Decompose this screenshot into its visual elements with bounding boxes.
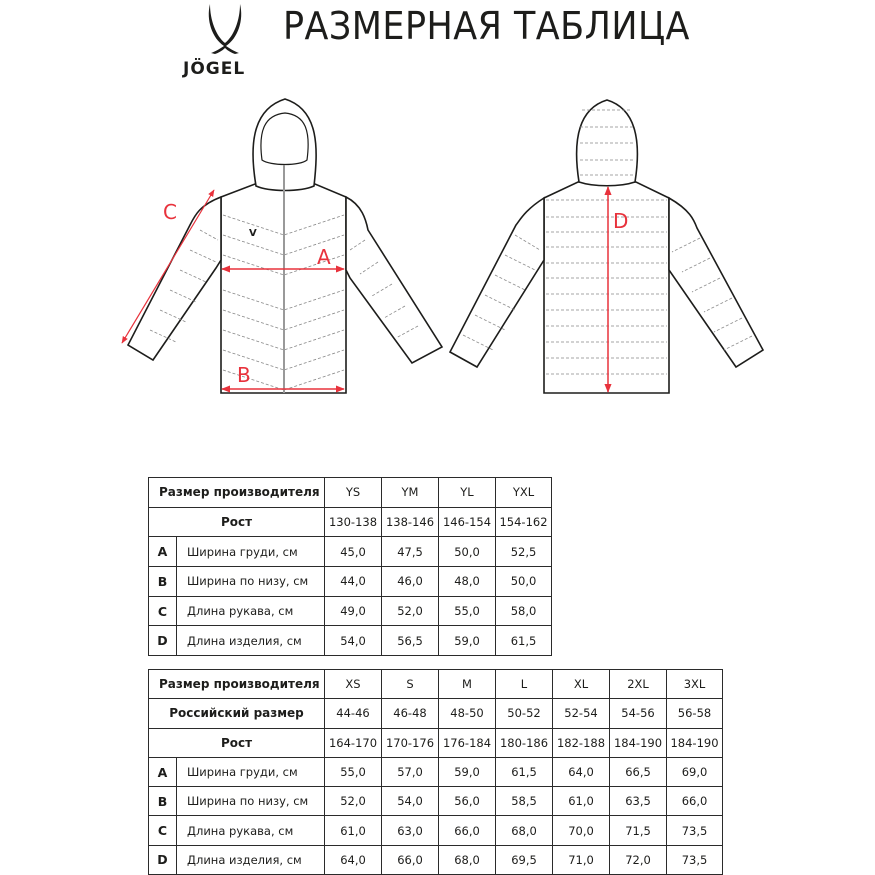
height-cell: 180-186 — [496, 728, 553, 757]
value-cell: 46,0 — [382, 567, 439, 597]
table-row — [149, 845, 723, 874]
value-cell: 71,0 — [553, 845, 610, 874]
jacket-back-drawing — [450, 100, 763, 393]
size-cell: YS — [325, 478, 382, 508]
value-cell: 61,5 — [496, 757, 553, 786]
measure-letter: B — [149, 567, 177, 597]
measure-label: Ширина груди, см — [177, 537, 325, 567]
table-row — [149, 816, 723, 845]
ru-size-cell: 52-54 — [553, 699, 610, 728]
value-cell: 63,5 — [610, 787, 667, 816]
value-cell: 49,0 — [325, 596, 382, 626]
value-cell: 69,0 — [667, 757, 723, 786]
table-row — [149, 787, 723, 816]
value-cell: 54,0 — [325, 626, 382, 656]
header-cell: Размер производителя — [149, 670, 325, 699]
value-cell: 54,0 — [382, 787, 439, 816]
value-cell: 64,0 — [325, 845, 382, 874]
table-row — [149, 537, 552, 567]
size-cell: M — [439, 670, 496, 699]
measure-label: Длина рукава, см — [177, 816, 325, 845]
ru-size-cell: 54-56 — [610, 699, 667, 728]
size-cell: YXL — [496, 478, 552, 508]
value-cell: 73,5 — [667, 845, 723, 874]
table-row — [149, 626, 552, 656]
ru-size-cell: 56-58 — [667, 699, 723, 728]
value-cell: 48,0 — [439, 567, 496, 597]
value-cell: 52,0 — [325, 787, 382, 816]
size-table-kids — [148, 477, 552, 656]
value-cell: 58,5 — [496, 787, 553, 816]
value-cell: 66,0 — [382, 845, 439, 874]
measure-label: Длина изделия, см — [177, 845, 325, 874]
height-cell: 170-176 — [382, 728, 439, 757]
measure-letter: B — [149, 787, 177, 816]
value-cell: 52,5 — [496, 537, 552, 567]
height-cell: 138-146 — [382, 507, 439, 537]
brand-wordmark: JÖGEL — [183, 59, 246, 79]
label-b: B — [237, 363, 251, 387]
value-cell: 66,5 — [610, 757, 667, 786]
height-cell: 184-190 — [667, 728, 723, 757]
value-cell: 56,5 — [382, 626, 439, 656]
value-cell: 61,0 — [553, 787, 610, 816]
value-cell: 69,5 — [496, 845, 553, 874]
size-cell: 3XL — [667, 670, 723, 699]
page-title: РАЗМЕРНАЯ ТАБЛИЦА — [283, 4, 690, 48]
value-cell: 59,0 — [439, 757, 496, 786]
label-a: A — [317, 245, 331, 269]
table-row-manufacturer-size — [149, 478, 552, 508]
table-row-height — [149, 728, 723, 757]
value-cell: 64,0 — [553, 757, 610, 786]
value-cell: 44,0 — [325, 567, 382, 597]
value-cell: 59,0 — [439, 626, 496, 656]
ru-size-cell: 46-48 — [382, 699, 439, 728]
size-cell: XS — [325, 670, 382, 699]
value-cell: 55,0 — [325, 757, 382, 786]
value-cell: 70,0 — [553, 816, 610, 845]
measure-label: Длина изделия, см — [177, 626, 325, 656]
table-row — [149, 567, 552, 597]
value-cell: 47,5 — [382, 537, 439, 567]
chest-logo-icon: V — [249, 228, 257, 239]
header-cell: Рост — [149, 728, 325, 757]
measure-label: Длина рукава, см — [177, 596, 325, 626]
measure-letter: C — [149, 816, 177, 845]
size-table-adult — [148, 669, 723, 875]
measure-label: Ширина по низу, см — [177, 567, 325, 597]
height-cell: 164-170 — [325, 728, 382, 757]
height-cell: 154-162 — [496, 507, 552, 537]
size-cell: YL — [439, 478, 496, 508]
measure-letter: D — [149, 845, 177, 874]
label-c: C — [163, 200, 177, 224]
size-cell: XL — [553, 670, 610, 699]
value-cell: 68,0 — [496, 816, 553, 845]
size-cell: L — [496, 670, 553, 699]
measure-label: Ширина груди, см — [177, 757, 325, 786]
value-cell: 72,0 — [610, 845, 667, 874]
value-cell: 63,0 — [382, 816, 439, 845]
jacket-measurement-diagram — [0, 90, 875, 410]
value-cell: 50,0 — [496, 567, 552, 597]
size-cell: S — [382, 670, 439, 699]
value-cell: 61,5 — [496, 626, 552, 656]
height-cell: 184-190 — [610, 728, 667, 757]
ru-size-cell: 48-50 — [439, 699, 496, 728]
measure-letter: A — [149, 537, 177, 567]
value-cell: 45,0 — [325, 537, 382, 567]
table-row-height — [149, 507, 552, 537]
measure-letter: D — [149, 626, 177, 656]
height-cell: 176-184 — [439, 728, 496, 757]
ru-size-cell: 44-46 — [325, 699, 382, 728]
table-row — [149, 757, 723, 786]
value-cell: 66,0 — [439, 816, 496, 845]
measure-letter: C — [149, 596, 177, 626]
header-cell: Размер производителя — [149, 478, 325, 508]
value-cell: 52,0 — [382, 596, 439, 626]
table-row-russian-size — [149, 699, 723, 728]
value-cell: 56,0 — [439, 787, 496, 816]
ru-size-cell: 50-52 — [496, 699, 553, 728]
header-cell: Российский размер — [149, 699, 325, 728]
value-cell: 61,0 — [325, 816, 382, 845]
value-cell: 55,0 — [439, 596, 496, 626]
table-row — [149, 596, 552, 626]
size-cell: YM — [382, 478, 439, 508]
measure-letter: A — [149, 757, 177, 786]
value-cell: 68,0 — [439, 845, 496, 874]
value-cell: 66,0 — [667, 787, 723, 816]
value-cell: 57,0 — [382, 757, 439, 786]
height-cell: 146-154 — [439, 507, 496, 537]
value-cell: 50,0 — [439, 537, 496, 567]
header-cell: Рост — [149, 507, 325, 537]
table-row-manufacturer-size — [149, 670, 723, 699]
value-cell: 58,0 — [496, 596, 552, 626]
value-cell: 73,5 — [667, 816, 723, 845]
label-d: D — [613, 209, 629, 233]
measure-label: Ширина по низу, см — [177, 787, 325, 816]
value-cell: 71,5 — [610, 816, 667, 845]
height-cell: 182-188 — [553, 728, 610, 757]
height-cell: 130-138 — [325, 507, 382, 537]
size-cell: 2XL — [610, 670, 667, 699]
